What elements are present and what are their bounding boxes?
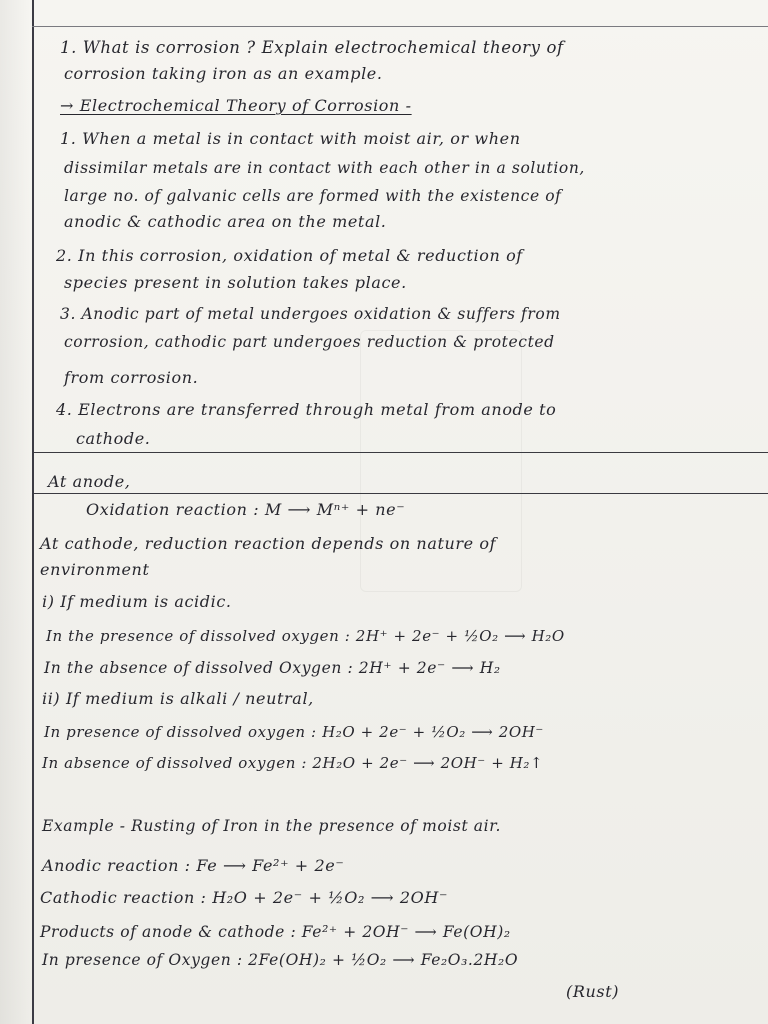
acidic-heading: i) If medium is acidic. — [42, 592, 232, 611]
section-heading: → Electrochemical Theory of Corrosion - — [60, 96, 412, 115]
example-products: Products of anode & cathode : Fe²⁺ + 2OH⁻ ⟶ Fe(OH)₂ — [40, 923, 511, 941]
alkali-presence-oxygen: In presence of dissolved oxygen : H₂O + 2e⁻ + ½O₂ ⟶ 2OH⁻ — [44, 723, 544, 741]
example-heading: Example - Rusting of Iron in the presence of moist air. — [42, 817, 502, 835]
point-4-line-2: cathode. — [76, 429, 151, 448]
question-line-2: corrosion taking iron as an example. — [64, 64, 383, 83]
point-1-line-2: dissimilar metals are in contact with each other in a solution, — [64, 159, 585, 177]
rust-label: (Rust) — [566, 982, 620, 1001]
point-3-line-3: from corrosion. — [64, 368, 199, 387]
point-1-line-1: 1. When a metal is in contact with moist air, or when — [60, 129, 521, 148]
cathode-line-2: environment — [40, 560, 150, 579]
point-1-line-3: large no. of galvanic cells are formed with the existence of — [64, 187, 562, 205]
example-oxygen-reaction: In presence of Oxygen : 2Fe(OH)₂ + ½O₂ ⟶ Fe₂O₃.2H₂O — [42, 951, 519, 969]
question-line-1: 1. What is corrosion ? Explain electrochemical theory of — [60, 38, 564, 57]
margin-line — [32, 0, 34, 1024]
acidic-presence-oxygen: In the presence of dissolved oxygen : 2H⁺ + 2e⁻ + ½O₂ ⟶ H₂O — [46, 627, 565, 645]
cathode-line-1: At cathode, reduction reaction depends on nature of — [40, 534, 497, 553]
acidic-absence-oxygen: In the absence of dissolved Oxygen : 2H⁺ + 2e⁻ ⟶ H₂ — [44, 659, 501, 677]
top-rule — [32, 26, 768, 27]
example-anodic-reaction: Anodic reaction : Fe ⟶ Fe²⁺ + 2e⁻ — [42, 856, 345, 875]
anode-heading: At anode, — [48, 472, 131, 491]
example-cathodic-reaction: Cathodic reaction : H₂O + 2e⁻ + ½O₂ ⟶ 2OH⁻ — [40, 888, 448, 907]
oxidation-reaction: Oxidation reaction : M ⟶ Mⁿ⁺ + ne⁻ — [86, 500, 406, 519]
point-3-line-2: corrosion, cathodic part undergoes reduction & protected — [64, 333, 555, 351]
alkali-absence-oxygen: In absence of dissolved oxygen : 2H₂O + 2e⁻ ⟶ 2OH⁻ + H₂↑ — [42, 754, 544, 772]
alkali-heading: ii) If medium is alkali / neutral, — [42, 689, 314, 708]
point-1-line-4: anodic & cathodic area on the metal. — [64, 212, 387, 231]
point-2-line-1: 2. In this corrosion, oxidation of metal & reduction of — [56, 246, 523, 265]
point-3-line-1: 3. Anodic part of metal undergoes oxidation & suffers from — [60, 305, 561, 323]
anode-box — [33, 452, 768, 494]
point-4-line-1: 4. Electrons are transferred through metal from anode to — [56, 400, 557, 419]
point-2-line-2: species present in solution takes place. — [64, 273, 407, 292]
